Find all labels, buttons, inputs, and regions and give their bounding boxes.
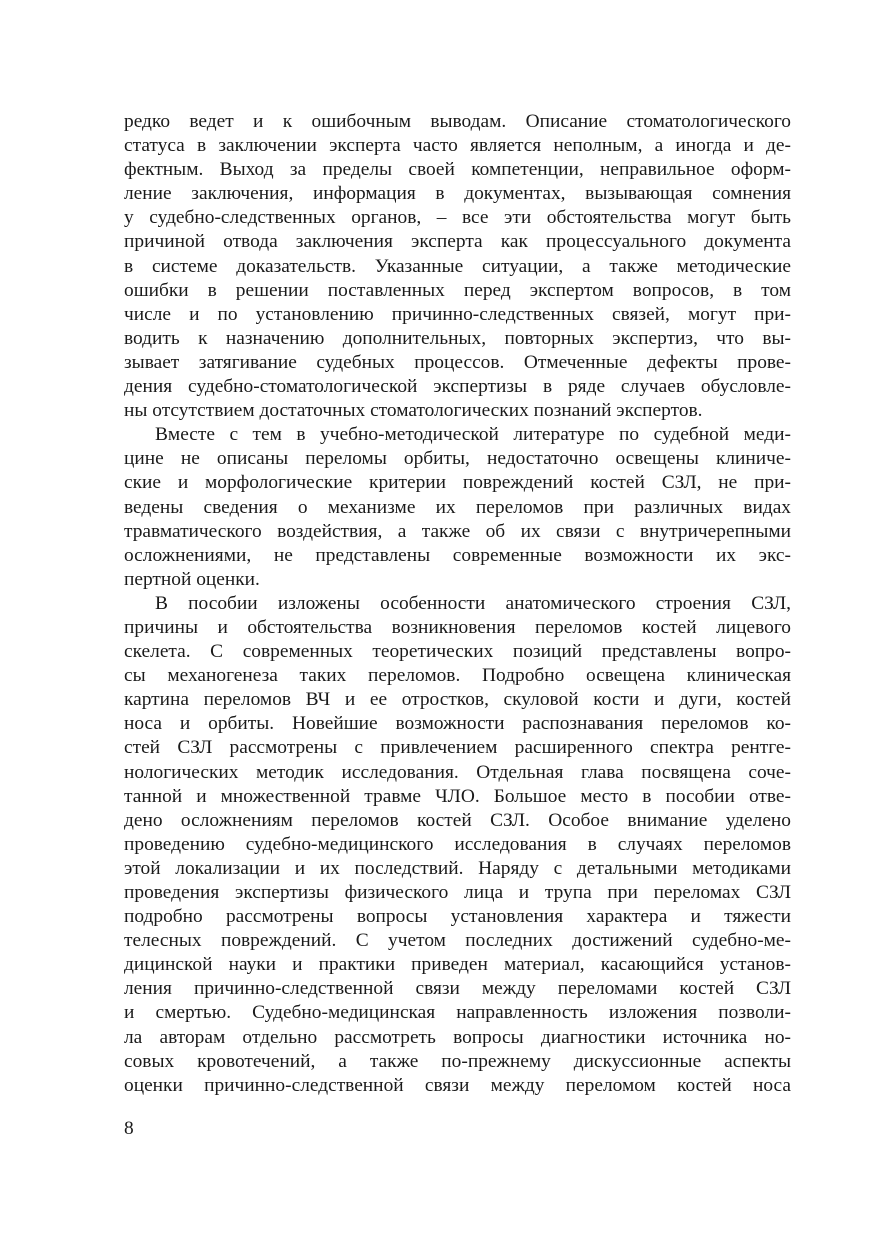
paragraph-manual-content-line: совых кровотечений, а также по-прежнему дискуссионные аспекты xyxy=(124,1050,791,1072)
body-text xyxy=(124,110,791,1098)
paragraph-manual-content-line: проведения экспертизы физического лица и трупа при переломах СЗЛ xyxy=(124,882,791,903)
paragraph-manual-content-line: В пособии изложены особенности анатомического строения СЗЛ, xyxy=(155,592,791,614)
paragraph-literature-line: пертной оценки. xyxy=(124,568,260,590)
paragraph-continued-line: зывает затягивание судебных процессов. Отмеченные дефекты прове- xyxy=(124,351,791,373)
paragraph-continued-line: водить к назначению дополнительных, повторных экспертиз, что вы- xyxy=(124,327,791,349)
paragraph-manual-content-line: оценки причинно-следственной связи между переломом костей носа xyxy=(124,1074,791,1096)
paragraph-manual-content-line: танной и множественной травме ЧЛО. Большое место в пособии отве- xyxy=(124,785,791,807)
paragraph-continued-line: в системе доказательств. Указанные ситуации, а также методические xyxy=(124,255,791,277)
paragraph-continued-line: числе и по установлению причинно-следственных связей, могут при- xyxy=(124,303,791,325)
paragraph-manual-content-line: и смертью. Судебно-медицинская направленность изложения позволи- xyxy=(124,1002,791,1024)
paragraph-manual-content-line: этой локализации и их последствий. Наряду с детальными методиками xyxy=(124,857,791,879)
paragraph-manual-content-line: ления причинно-следственной связи между переломами костей СЗЛ xyxy=(124,978,791,1000)
paragraph-continued-line: редко ведет и к ошибочным выводам. Описание стоматологического xyxy=(124,111,791,132)
paragraph-continued-line: дения судебно-стоматологической экспертизы в ряде случаев обусловле- xyxy=(124,376,791,398)
paragraph-manual-content-line: подробно рассмотрены вопросы установления характера и тяжести xyxy=(124,906,791,928)
paragraph-manual-content-line: дицинской науки и практики приведен материал, касающийся установ- xyxy=(124,954,791,976)
paragraph-literature-line: ведены сведения о механизме их переломов при различных видах xyxy=(124,496,791,518)
paragraph-literature-line: цине не описаны переломы орбиты, недостаточно освещены клиниче- xyxy=(124,448,791,470)
paragraph-continued-line: ны отсутствием достаточных стоматологических познаний экспертов. xyxy=(124,400,703,422)
paragraph-manual-content-line: дено осложнениям переломов костей СЗЛ. Особое внимание уделено xyxy=(124,809,791,831)
paragraph-manual-content-line: ла авторам отдельно рассмотреть вопросы диагностики источника но- xyxy=(124,1026,791,1048)
paragraph-literature-line: осложнениями, не представлены современные возможности их экс- xyxy=(124,544,791,566)
paragraph-manual-content-line: стей СЗЛ рассмотрены с привлечением расширенного спектра рентге- xyxy=(124,737,791,759)
paragraph-manual-content-line: скелета. С современных теоретических позиций представлены вопро- xyxy=(124,641,791,663)
paragraph-manual-content-line: картина переломов ВЧ и ее отростков, скуловой кости и дуги, костей xyxy=(124,689,791,711)
page-number: 8 xyxy=(124,1118,134,1139)
paragraph-continued-line: ошибки в решении поставленных перед экспертом вопросов, в том xyxy=(124,279,791,301)
paragraph-continued-line: у судебно-следственных органов, – все эти обстоятельства могут быть xyxy=(124,207,791,229)
paragraph-manual-content-line: носа и орбиты. Новейшие возможности распознавания переломов ко- xyxy=(124,713,791,735)
paragraph-literature-line: Вместе с тем в учебно-методической литературе по судебной меди- xyxy=(155,424,791,446)
paragraph-continued-line: статуса в заключении эксперта часто является неполным, а иногда и де- xyxy=(124,135,791,157)
paragraph-manual-content-line: нологических методик исследования. Отдельная глава посвящена соче- xyxy=(124,761,791,783)
paragraph-manual-content-line: телесных повреждений. С учетом последних достижений судебно-ме- xyxy=(124,930,791,952)
paragraph-manual-content-line: сы механогенеза таких переломов. Подробно освещена клиническая xyxy=(124,665,791,687)
paragraph-continued-line: причиной отвода заключения эксперта как процессуального документа xyxy=(124,231,791,253)
paragraph-continued-line: ление заключения, информация в документах, вызывающая сомнения xyxy=(124,183,791,205)
paragraph-literature-line: ские и морфологические критерии повреждений костей СЗЛ, не при- xyxy=(124,472,791,494)
paragraph-continued-line: фектным. Выход за пределы своей компетенции, неправильное оформ- xyxy=(124,159,791,181)
paragraph-manual-content-line: проведению судебно-медицинского исследования в случаях переломов xyxy=(124,833,791,855)
paragraph-literature-line: травматического воздействия, а также об их связи с внутричерепными xyxy=(124,520,791,542)
paragraph-manual-content-line: причины и обстоятельства возникновения переломов костей лицевого xyxy=(124,616,791,638)
